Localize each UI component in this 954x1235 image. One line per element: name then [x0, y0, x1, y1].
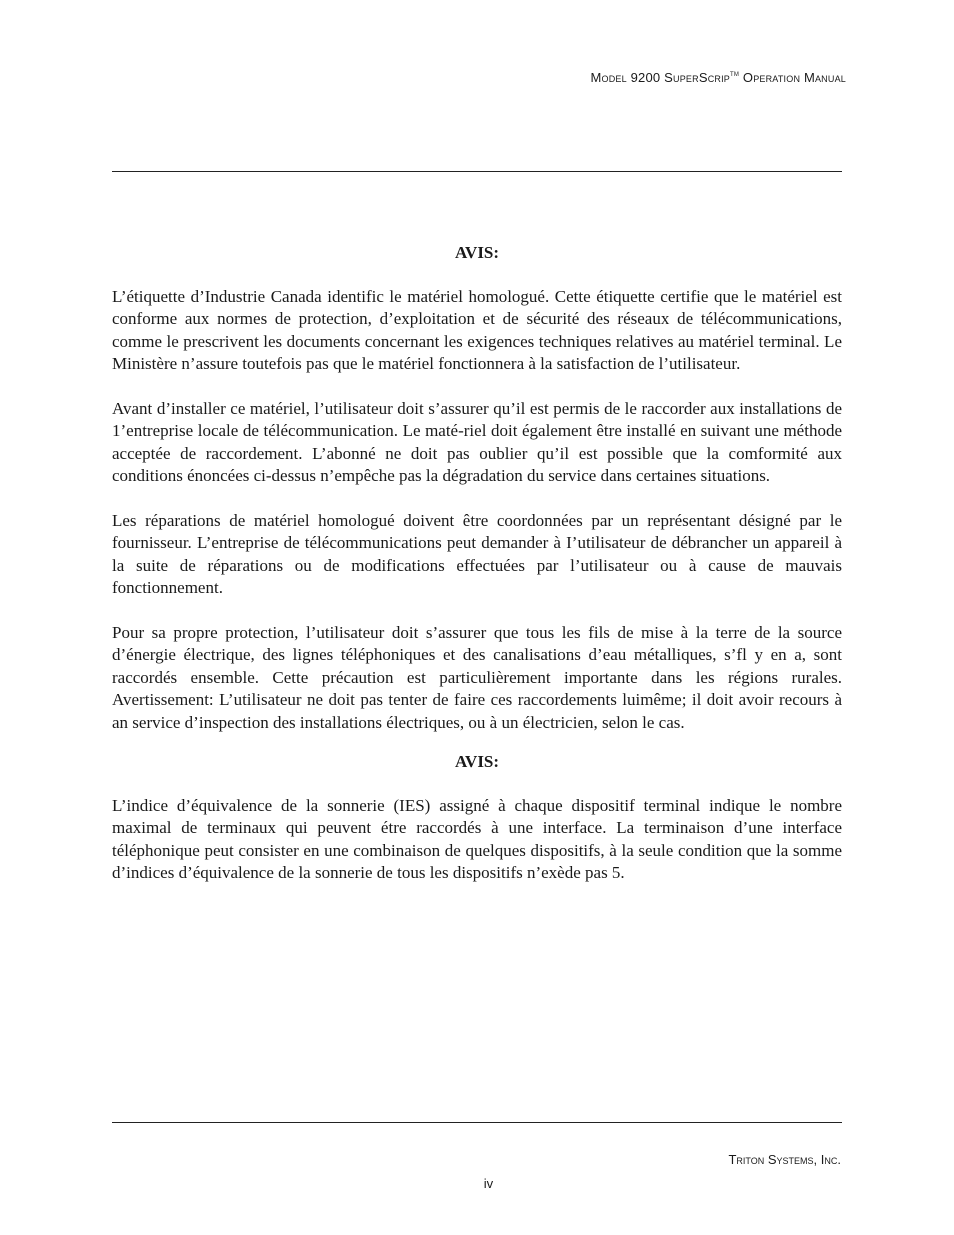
paragraph-repairs: Les réparations de matériel homologué doivent être coordonnées par un représentant désigné par le fournisseur. L’entreprise de télécommunications peut demander à I’utilisateur de débrancher un appareil à la suite de réparations ou de modifications effectuées par l’utilisateur ou à cause de mauvais fonctionnement.	[112, 510, 842, 597]
paragraph-ringer-equivalence: L’indice d’équivalence de la sonnerie (IES) assigné à chaque dispositif terminal indique le nombre maximal de terminaux qui peuvent étre raccordés à une interface. La terminaison d’une interface téléphonique peut consister en une combinaison de quelques dispositifs, à la seule condition que la somme d’indices d’équivalence de la sonnerie de tous les dispositifs n’exède pas 5.	[112, 795, 842, 882]
paragraph-grounding: Pour sa propre protection, l’utilisateur doit s’assurer que tous les fils de mise à la terre de la source d’énergie électrique, des lignes téléphoniques et des canalisations d’eau métalliques, s’fl y en a, sont raccordés ensemble. Cette précaution est particulièrement importante dans les régions rurales. Avertissement: L’utilisateur ne doit pas tenter de faire ces raccordements luimême; il doit avoir recours à an service d’inspection des installations électriques, ou à un électricien, selon le cas.	[112, 622, 842, 732]
paragraph-installation: Avant d’installer ce matériel, l’utilisateur doit s’assurer qu’il est permis de le raccorder aux installations de 1’entreprise locale de télécommunication. Le maté-riel doit également être installé en suivant une méthode acceptée de raccordement. L’abonné ne doit pas oublier qu’il est possible que la comformité aux conditions énoncées ci-dessus n’empêche pas la dégradation du service dans certaines situations.	[112, 398, 842, 485]
running-header	[590, 70, 846, 85]
footer-company-name: Triton Systems, Inc.	[728, 1152, 841, 1167]
section-heading-avis-1: AVIS:	[454, 243, 500, 262]
paragraph-industrie-canada-label: L’étiquette d’Industrie Canada identific le matériel homologué. Cette étiquette certifie que le matériel est conforme aux normes de protection, d’exploitation et de sécurité des réseaux de télécommunications, comme le prescrivent les documents concernant les exigences techniques relatives au matériel terminal. Le Ministère n’assure toutefois pas que le matériel fonctionnera à la satisfaction de l’utilisateur.	[112, 286, 842, 373]
section-heading-avis-2: AVIS:	[454, 752, 500, 771]
header-divider	[112, 171, 842, 172]
header-title-part1: Model 9200 SuperScrip	[590, 70, 730, 85]
page-number: iv	[483, 1176, 494, 1191]
header-title-part2: Operation Manual	[739, 70, 846, 85]
page-body	[112, 242, 842, 907]
footer-divider	[112, 1122, 842, 1123]
trademark-mark: TM	[730, 72, 740, 78]
